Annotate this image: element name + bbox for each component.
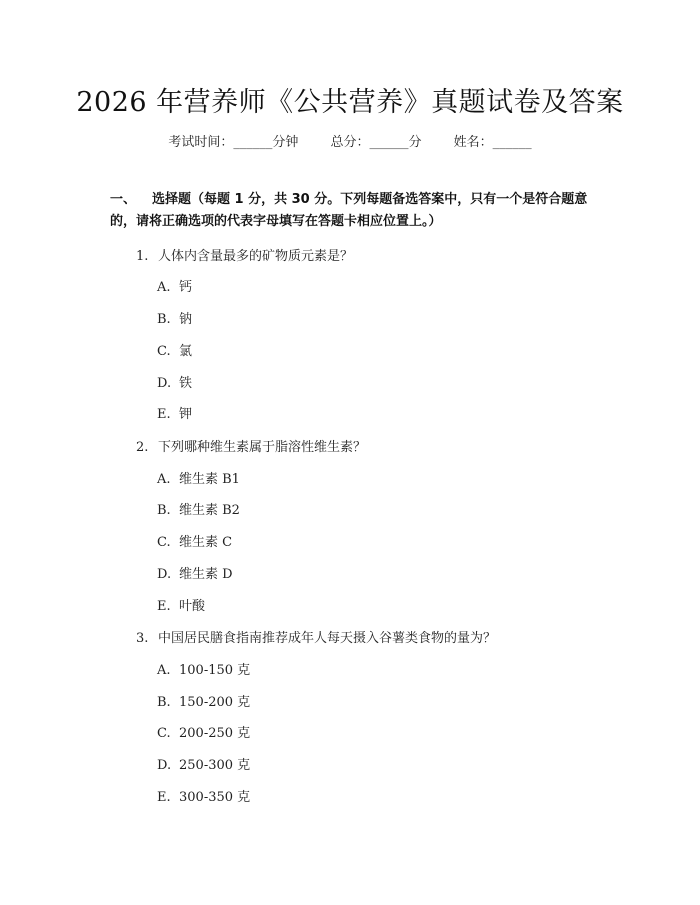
name-field: 姓名：______ <box>453 135 532 150</box>
option-letter: D. <box>157 758 172 773</box>
section-number: 一、 <box>110 192 137 207</box>
option-text: 叶酸 <box>179 599 206 614</box>
option <box>157 659 250 678</box>
question-3 <box>136 627 496 646</box>
option-letter: E. <box>157 407 171 422</box>
section-heading <box>110 189 600 233</box>
option <box>157 372 192 391</box>
option-text: 维生素 B2 <box>179 503 240 518</box>
page-title: 2026 年营养师《公共营养》真题试卷及答案 <box>76 87 624 118</box>
option <box>157 691 250 710</box>
option <box>157 468 240 487</box>
question-number: 1. <box>136 249 149 264</box>
option <box>157 340 192 359</box>
option-text: 200-250 克 <box>179 726 251 741</box>
option-text: 100-150 克 <box>179 663 251 678</box>
option <box>157 403 192 422</box>
question-text: 人体内含量最多的矿物质元素是？ <box>158 249 354 264</box>
question-number: 2. <box>136 440 149 455</box>
exam-info <box>0 131 700 150</box>
section-text: 选择题（每题 1 分，共 30 分。下列每题备选答案中，只有一个是符合题意的，请将正确选项的代表字母填写在答题卡相应位置上。） <box>110 192 588 229</box>
option-text: 维生素 D <box>179 567 233 582</box>
option-text: 维生素 B1 <box>179 472 240 487</box>
option-letter: A. <box>157 280 171 295</box>
option-text: 150-200 克 <box>179 695 251 710</box>
option-text: 钠 <box>179 312 193 327</box>
question-text: 下列哪种维生素属于脂溶性维生素？ <box>158 440 367 455</box>
option <box>157 786 250 805</box>
exam-time-field: 考试时间：______分钟 <box>168 135 299 150</box>
option-letter: B. <box>157 503 171 518</box>
option-letter: D. <box>157 567 172 582</box>
option <box>157 276 192 295</box>
option-letter: E. <box>157 599 171 614</box>
question-number: 3. <box>136 631 149 646</box>
option <box>157 595 205 614</box>
option-text: 钙 <box>179 280 193 295</box>
option <box>157 308 192 327</box>
option-letter: C. <box>157 535 171 550</box>
option-letter: E. <box>157 790 171 805</box>
question-text: 中国居民膳食指南推荐成年人每天摄入谷薯类食物的量为？ <box>158 631 497 646</box>
option-letter: B. <box>157 695 171 710</box>
option-letter: C. <box>157 344 171 359</box>
option-text: 钾 <box>179 407 193 422</box>
option-letter: A. <box>157 472 171 487</box>
option-text: 300-350 克 <box>179 790 251 805</box>
option <box>157 722 250 741</box>
option-letter: A. <box>157 663 171 678</box>
option-text: 氯 <box>179 344 193 359</box>
total-score-field: 总分：______分 <box>330 135 422 150</box>
option-letter: B. <box>157 312 171 327</box>
option <box>157 563 233 582</box>
option-letter: C. <box>157 726 171 741</box>
question-2 <box>136 436 366 455</box>
option-text: 250-300 克 <box>179 758 251 773</box>
question-1 <box>136 245 353 264</box>
option-text: 铁 <box>179 376 193 391</box>
option-text: 维生素 C <box>179 535 233 550</box>
option-letter: D. <box>157 376 172 391</box>
option <box>157 499 240 518</box>
option <box>157 754 250 773</box>
option <box>157 531 232 550</box>
